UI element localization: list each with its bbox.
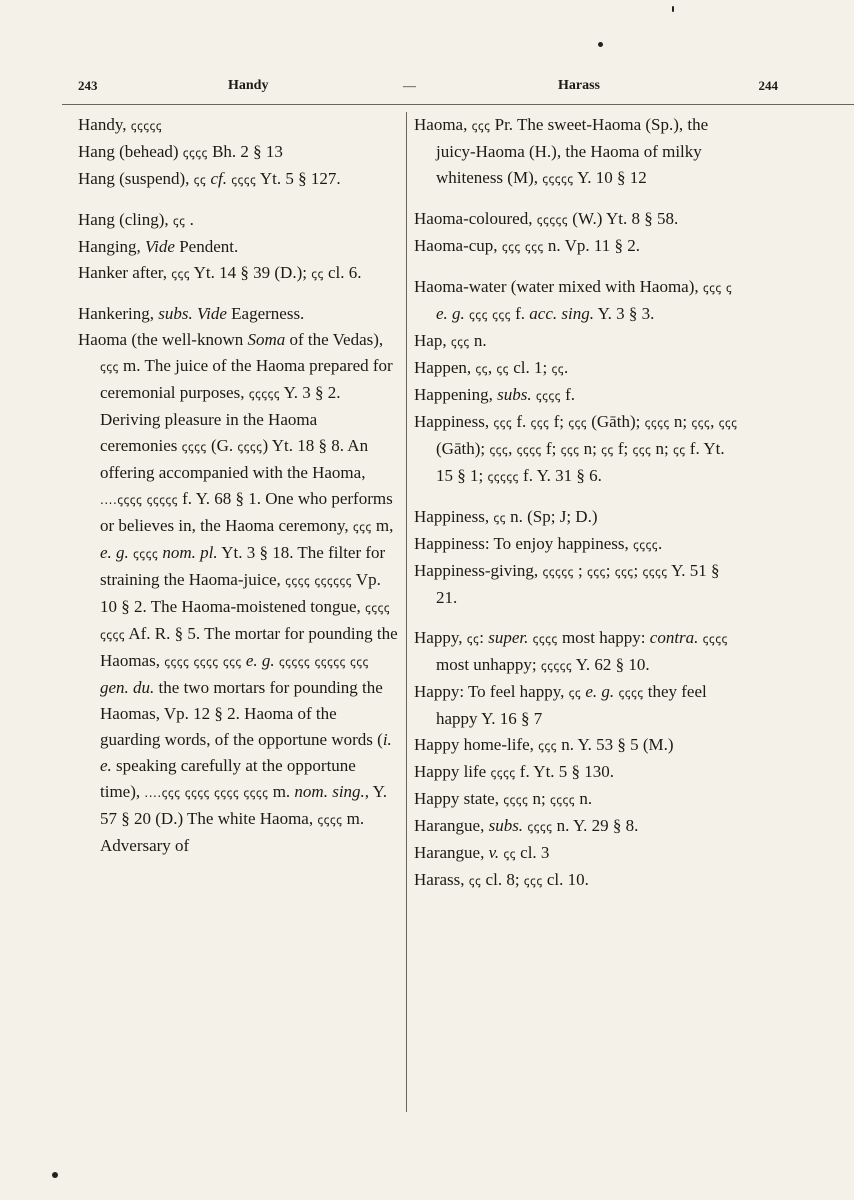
- dictionary-entry: Handy, ꞔꞔꞔꞔꞔ: [78, 115, 163, 134]
- running-header: [78, 78, 778, 100]
- dictionary-entry: Happiness-giving, ꞔꞔꞔꞔꞔ ; ꞔꞔꞔ; ꞔꞔꞔ; ꞔꞔꞔꞔ Y. 51 § 21.: [414, 561, 720, 607]
- dictionary-entry: Harass, ꞔꞔ cl. 8; ꞔꞔꞔ cl. 10.: [414, 870, 589, 889]
- left-page-number: 243: [78, 78, 98, 93]
- dictionary-entry: Happy life ꞔꞔꞔꞔ f. Yt. 5 § 130.: [414, 762, 615, 781]
- dictionary-entry: Haoma-water (water mixed with Haoma), ꞔꞔꞔ ꞔ e. g. ꞔꞔꞔ ꞔꞔꞔ f. acc. sing. Y. 3 § 3.: [414, 277, 733, 323]
- ink-speck: [52, 1172, 58, 1178]
- dictionary-entry: Hanker after, ꞔꞔꞔ Yt. 14 § 39 (D.); ꞔꞔ cl. 6.: [78, 263, 362, 282]
- left-column: [78, 112, 398, 859]
- dictionary-entry: Happiness: To enjoy happiness, ꞔꞔꞔꞔ.: [414, 534, 663, 553]
- dictionary-entry: Happiness, ꞔꞔ n. (Sp; J; D.): [414, 507, 598, 526]
- dictionary-entry: Hap, ꞔꞔꞔ n.: [414, 331, 487, 350]
- dictionary-entry: Happening, subs. ꞔꞔꞔꞔ f.: [414, 385, 576, 404]
- right-column: [414, 112, 744, 894]
- dictionary-entry: Haoma-coloured, ꞔꞔꞔꞔꞔ (W.) Yt. 8 § 58.: [414, 209, 679, 228]
- right-page-number: 244: [758, 78, 778, 93]
- dictionary-entry: Happy, ꞔꞔ: super. ꞔꞔꞔꞔ most happy: contra. ꞔꞔꞔꞔ most unhappy; ꞔꞔꞔꞔꞔ Y. 62 § 10.: [414, 628, 728, 674]
- dictionary-entry: Hang (suspend), ꞔꞔ cf. ꞔꞔꞔꞔ Yt. 5 § 127.: [78, 169, 341, 188]
- dictionary-entry: Haoma, ꞔꞔꞔ Pr. The sweet-Haoma (Sp.), the juicy-Haoma (H.), the Haoma of milky whiteness (M), ꞔꞔꞔꞔꞔ Y. 10 § 12: [414, 115, 709, 187]
- dictionary-entry: Happy: To feel happy, ꞔꞔ e. g. ꞔꞔꞔꞔ they feel happy Y. 16 § 7: [414, 682, 707, 728]
- dictionary-entry: Happiness, ꞔꞔꞔ f. ꞔꞔꞔ f; ꞔꞔꞔ (Gāth); ꞔꞔꞔꞔ n; ꞔꞔꞔ, ꞔꞔꞔ (Gāth); ꞔꞔꞔ, ꞔꞔꞔꞔ f; ꞔꞔꞔ n; ꞔꞔ f; ꞔꞔꞔ n; ꞔꞔ f. Yt. 15 § 1; ꞔꞔꞔꞔꞔ f. Y. 31 § 6.: [414, 412, 738, 485]
- ink-speck: [598, 42, 603, 47]
- dictionary-entry: Harangue, v. ꞔꞔ cl. 3: [414, 843, 550, 862]
- dictionary-entry: Hankering, subs. Vide Eagerness.: [78, 304, 305, 323]
- left-guide-word: Handy: [228, 78, 269, 93]
- dictionary-entry: Happy state, ꞔꞔꞔꞔ n; ꞔꞔꞔꞔ n.: [414, 789, 593, 808]
- header-rule: [62, 104, 854, 105]
- dictionary-entry: Happen, ꞔꞔ, ꞔꞔ cl. 1; ꞔꞔ.: [414, 358, 569, 377]
- dictionary-entry: Hang (cling), ꞔꞔ .: [78, 210, 194, 229]
- column-divider: [406, 112, 407, 1112]
- right-guide-word: Harass: [558, 78, 600, 93]
- ink-speck: [672, 6, 674, 12]
- dictionary-entry: Haoma (the well-known Soma of the Vedas), ꞔꞔꞔ m. The juice of the Haoma prepared for ceremonial purposes, ꞔꞔꞔꞔꞔ Y. 3 § 2. Deriving pleasure in the Haoma ceremonies ꞔꞔꞔꞔ (G. ꞔꞔꞔꞔ) Yt. 18 § 8. An offering accompanied with the Haoma, ....ꞔꞔꞔꞔ ꞔꞔꞔꞔꞔ f. Y. 68 § 1. One who performs or believes in, the Haoma ceremony, ꞔꞔꞔ m, e. g. ꞔꞔꞔꞔ nom. pl. Yt. 3 § 18. The filter for straining the Haoma-juice, ꞔꞔꞔꞔ ꞔꞔꞔꞔꞔꞔ Vp. 10 § 2. The Haoma-moistened tongue, ꞔꞔꞔꞔ ꞔꞔꞔꞔ Af. R. § 5. The mortar for pounding the Haomas, ꞔꞔꞔꞔ ꞔꞔꞔꞔ ꞔꞔꞔ e. g. ꞔꞔꞔꞔꞔ ꞔꞔꞔꞔꞔ ꞔꞔꞔ gen. du. the two mortars for pounding the Haomas, Vp. 12 § 2. Haoma of the guarding words, of the opportune words (i. e. speaking carefully at the opportune time), ....ꞔꞔꞔ ꞔꞔꞔꞔ ꞔꞔꞔꞔ ꞔꞔꞔꞔ m. nom. sing., Y. 57 § 20 (D.) The white Haoma, ꞔꞔꞔꞔ m. Adversary of: [78, 330, 398, 855]
- dictionary-entry: Haoma-cup, ꞔꞔꞔ ꞔꞔꞔ n. Vp. 11 § 2.: [414, 236, 640, 255]
- header-separator: —: [403, 78, 416, 93]
- dictionary-entry: Harangue, subs. ꞔꞔꞔꞔ n. Y. 29 § 8.: [414, 816, 639, 835]
- dictionary-entry: Hang (behead) ꞔꞔꞔꞔ Bh. 2 § 13: [78, 142, 283, 161]
- dictionary-entry: Hanging, Vide Pendent.: [78, 237, 239, 256]
- dictionary-entry: Happy home-life, ꞔꞔꞔ n. Y. 53 § 5 (M.): [414, 735, 674, 754]
